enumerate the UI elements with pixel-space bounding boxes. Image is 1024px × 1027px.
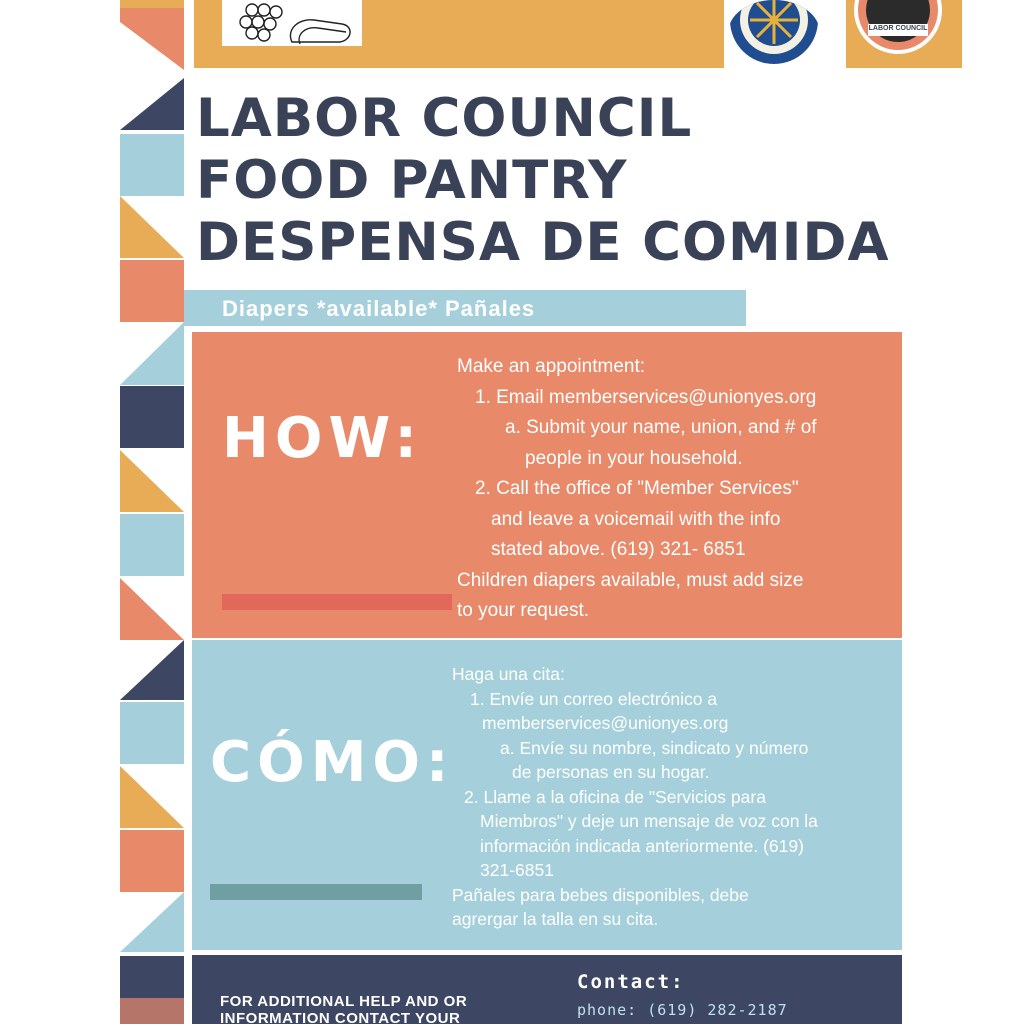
how-line: and leave a voicemail with the info — [491, 508, 781, 530]
diapers-banner — [184, 290, 746, 326]
title-line-3: DESPENSA DE COMIDA — [196, 212, 890, 273]
contact-heading: Contact: — [577, 971, 685, 993]
how-section — [192, 332, 902, 638]
como-line: 1. Envíe un correo electrónico a — [470, 688, 718, 709]
como-line: de personas en su hogar. — [512, 762, 710, 782]
como-line: 2. Llame a la oficina de "Servicios para — [464, 786, 766, 807]
how-instructions — [457, 352, 817, 627]
how-line: Children diapers available, must add size — [457, 569, 804, 591]
como-line: Pañales para bebes disponibles, debe — [452, 884, 749, 905]
how-line: Make an appointment: — [457, 356, 646, 377]
title-line-2: FOOD PANTRY — [196, 150, 628, 211]
contact-info — [577, 971, 788, 1019]
how-heading: HOW: — [222, 406, 423, 471]
como-line: información indicada anteriormente. (619) — [480, 835, 804, 856]
como-line: memberservices@unionyes.org — [482, 713, 729, 733]
title-line-1: LABOR COUNCIL — [196, 88, 693, 149]
como-instructions — [452, 662, 818, 932]
como-line: Haga una cita: — [452, 664, 565, 684]
contact-note-line-2: INFORMATION CONTACT YOUR — [220, 1010, 461, 1027]
como-underline — [210, 884, 422, 900]
contact-note-line-1: FOR ADDITIONAL HELP AND OR — [220, 993, 468, 1010]
how-line: 1. Email memberservices@unionyes.org — [475, 386, 817, 408]
como-heading: CÓMO: — [210, 730, 455, 795]
labor-council-logo-text: LABOR COUNCIL — [868, 25, 928, 32]
como-section — [192, 640, 902, 950]
contact-section — [192, 955, 902, 1027]
labor-council-logo — [852, 0, 944, 54]
teamsters-seal-icon — [728, 0, 820, 66]
how-line: 2. Call the office of "Member Services" — [475, 478, 799, 499]
how-underline — [222, 594, 452, 610]
como-line: agrergar la talla en su cita. — [452, 909, 659, 929]
how-line: stated above. (619) 321- 6851 — [491, 539, 746, 560]
page-title — [196, 88, 890, 274]
como-line: 321-6851 — [480, 860, 554, 880]
como-line: a. Envíe su nombre, sindicato y número — [500, 737, 809, 758]
decorative-strip — [120, 0, 184, 1024]
how-line: a. Submit your name, union, and # of — [505, 417, 817, 438]
grapes-bread-icon — [222, 0, 362, 46]
contact-note — [220, 993, 467, 1027]
how-line: people in your household. — [525, 447, 743, 469]
diapers-banner-text: Diapers *available* Pañales — [222, 296, 536, 321]
contact-phone[interactable]: phone: (619) 282-2187 — [577, 1001, 788, 1019]
how-line: to your request. — [457, 600, 590, 621]
como-line: Miembros" y deje un mensaje de voz con la — [480, 811, 818, 831]
